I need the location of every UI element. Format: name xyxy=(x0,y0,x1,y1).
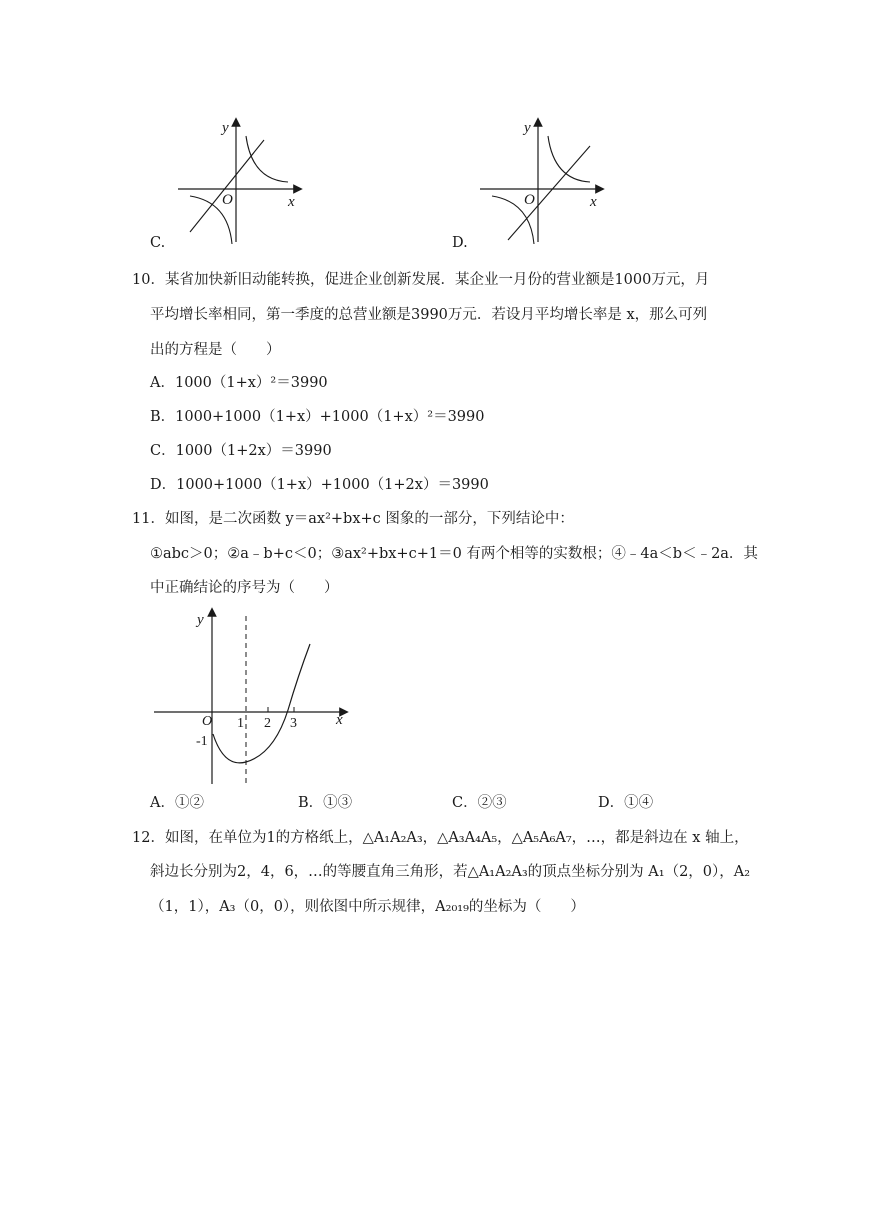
y-axis-label: y xyxy=(524,120,531,136)
q11-line-2: ①abc＞0；②a﹣b+c＜0；③ax²+bx+c+1＝0 有两个相等的实数根；④﹣4a＜b＜﹣2a．其 xyxy=(150,546,758,562)
option-d-label: D. xyxy=(452,235,468,251)
q10-line-1: 10．某省加快新旧动能转换，促进企业创新发展．某企业一月份的营业额是1000万元，月 xyxy=(132,272,710,288)
q12-line-3: （1，1），A₃（0，0），则依图中所示规律，A₂₀₁₉的坐标为（ ） xyxy=(150,899,585,915)
hyperbola-upper-branch xyxy=(548,136,590,182)
x-axis-label: x xyxy=(336,712,343,728)
origin-label: O xyxy=(524,192,535,208)
q11-line-1: 11．如图，是二次函数 y＝ax²+bx+c 图象的一部分，下列结论中： xyxy=(132,511,574,527)
straight-line xyxy=(190,140,264,232)
option-c-label: C. xyxy=(150,235,166,251)
q11-line-3: 中正确结论的序号为（ ） xyxy=(150,580,339,596)
q11-parabola-figure xyxy=(150,606,360,786)
tick-label-1: 1 xyxy=(237,716,244,731)
q12-line-1: 12．如图，在单位为1的方格纸上，△A₁A₂A₃，△A₃A₄A₅，△A₅A₆A₇，…，都是斜边在 x 轴上， xyxy=(132,830,749,846)
x-axis-label: x xyxy=(590,194,597,210)
q10-option-c: C．1000（1+2x）＝3990 xyxy=(150,443,332,459)
y-axis-label: y xyxy=(222,120,229,136)
q10-line-3: 出的方程是（ ） xyxy=(150,342,281,358)
q11-option-b: B．①③ xyxy=(298,795,353,811)
origin-label: O xyxy=(222,192,233,208)
q11-option-d: D．①④ xyxy=(598,795,654,811)
figure-option-d xyxy=(472,112,612,252)
q11-option-a: A．①② xyxy=(150,795,204,811)
hyperbola-upper-branch xyxy=(246,136,288,182)
straight-line xyxy=(508,146,590,240)
x-axis-label: x xyxy=(288,194,295,210)
origin-label: O xyxy=(202,714,213,729)
parabola-curve xyxy=(213,644,310,763)
q10-option-d: D．1000+1000（1+x）+1000（1+2x）＝3990 xyxy=(150,477,489,493)
q10-line-2: 平均增长率相同，第一季度的总营业额是3990万元．若设月平均增长率是 x，那么可列 xyxy=(150,307,708,323)
q10-option-a: A．1000（1+x）²＝3990 xyxy=(150,375,328,391)
q12-line-2: 斜边长分别为2，4，6，…的等腰直角三角形，若△A₁A₂A₃的顶点坐标分别为 A₁（2，0），A₂ xyxy=(150,864,751,880)
q10-option-b: B．1000+1000（1+x）+1000（1+x）²＝3990 xyxy=(150,409,485,425)
tick-label-3: 3 xyxy=(290,716,297,731)
tick-label-neg1: -1 xyxy=(196,734,208,749)
tick-label-2: 2 xyxy=(264,716,271,731)
q11-option-c: C．②③ xyxy=(452,795,507,811)
figure-option-c xyxy=(170,112,310,252)
y-axis-label: y xyxy=(197,612,204,628)
